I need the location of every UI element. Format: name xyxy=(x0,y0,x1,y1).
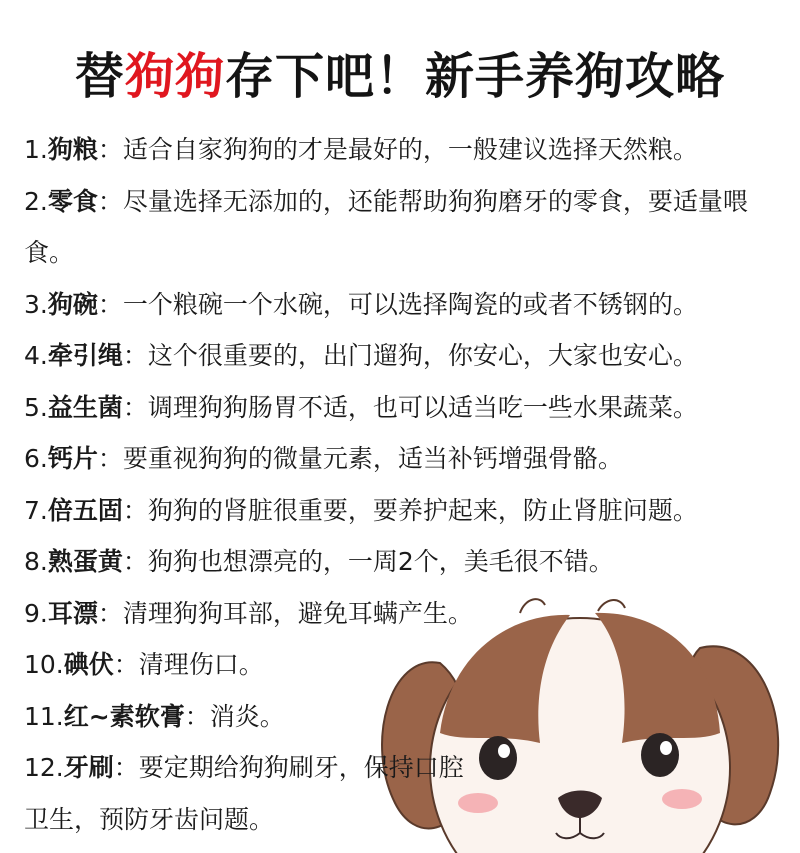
item-text: ：清理狗狗耳部，避免耳螨产生。 xyxy=(97,598,473,628)
supply-list xyxy=(24,124,784,845)
list-item: 8.熟蛋黄：狗狗也想漂亮的，一周2个，美毛很不错。 xyxy=(24,547,614,576)
left-blush xyxy=(458,793,498,813)
item-text: ：一个粮碗一个水碗，可以选择陶瓷的或者不锈钢的。 xyxy=(97,289,698,319)
list-item: 4.牵引绳：这个很重要的，出门遛狗，你安心，大家也安心。 xyxy=(24,341,698,370)
item-label: 钙片 xyxy=(47,444,98,473)
item-text: ：清理伤口。 xyxy=(113,650,264,679)
item-label: 益生菌 xyxy=(47,392,123,422)
list-item: 2.零食：尽量选择无添加的，还能帮助狗狗磨牙的零食，要适量喂食。 xyxy=(24,186,748,267)
item-label: 碘伏 xyxy=(63,650,114,679)
item-text: ：尽量选择无添加的，还能帮助狗狗磨牙的零食，要适量喂食。 xyxy=(24,186,748,267)
item-label: 牙刷 xyxy=(63,753,114,782)
item-text: ：要定期给狗狗刷牙，保持口腔卫生，预防牙齿问题。 xyxy=(24,753,464,834)
list-item: 1.狗粮：适合自家狗狗的才是最好的，一般建议选择天然粮。 xyxy=(24,135,698,164)
left-eye xyxy=(479,736,517,780)
item-text: ：狗狗的肾脏很重要，要养护起来，防止肾脏问题。 xyxy=(122,495,698,525)
title-part1: 替 xyxy=(74,48,125,105)
list-item: 6.钙片：要重视狗狗的微量元素，适当补钙增强骨骼。 xyxy=(24,444,623,473)
page-title xyxy=(0,38,800,108)
item-text: ：这个很重要的，出门遛狗，你安心，大家也安心。 xyxy=(122,341,698,370)
item-label: 狗碗 xyxy=(47,289,98,319)
item-text: ：适合自家狗狗的才是最好的，一般建议选择天然粮。 xyxy=(97,135,698,164)
list-item: 11.红~素软膏：消炎。 xyxy=(24,701,285,731)
item-label: 零食 xyxy=(47,186,98,216)
item-text: ：调理狗狗肠胃不适，也可以适当吃一些水果蔬菜。 xyxy=(122,392,698,422)
item-text: ：消炎。 xyxy=(184,701,285,731)
title-part2: 存下吧！新手养狗攻略 xyxy=(225,48,726,105)
item-label: 狗粮 xyxy=(47,135,98,164)
item-text: ：要重视狗狗的微量元素，适当补钙增强骨骼。 xyxy=(97,444,623,473)
item-label: 倍五固 xyxy=(47,495,123,525)
right-blush xyxy=(662,789,702,809)
item-label: 熟蛋黄 xyxy=(47,547,123,576)
title-highlight: 狗狗 xyxy=(124,48,225,105)
list-item: 12.牙刷：要定期给狗狗刷牙，保持口腔卫生，预防牙齿问题。 xyxy=(24,753,464,834)
list-item: 3.狗碗：一个粮碗一个水碗，可以选择陶瓷的或者不锈钢的。 xyxy=(24,289,698,319)
list-item: 10.碘伏：清理伤口。 xyxy=(24,650,264,679)
item-text: ：狗狗也想漂亮的，一周2个，美毛很不错。 xyxy=(122,547,614,576)
item-label: 牵引绳 xyxy=(47,341,123,370)
list-item: 9.耳漂：清理狗狗耳部，避免耳螨产生。 xyxy=(24,598,473,628)
item-label: 红~素软膏 xyxy=(63,701,185,731)
item-label: 耳漂 xyxy=(47,598,98,628)
list-item: 5.益生菌：调理狗狗肠胃不适，也可以适当吃一些水果蔬菜。 xyxy=(24,392,698,422)
list-item: 7.倍五固：狗狗的肾脏很重要，要养护起来，防止肾脏问题。 xyxy=(24,495,698,525)
